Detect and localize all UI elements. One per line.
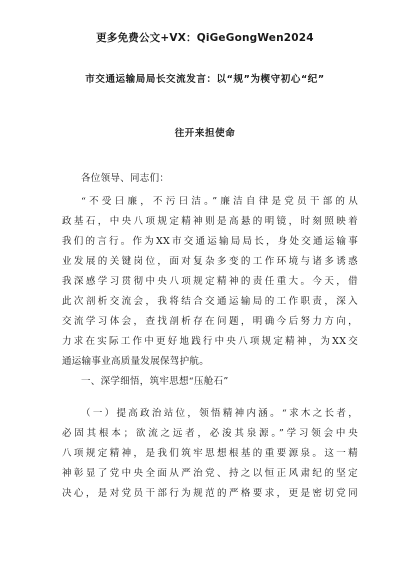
paragraph-line: 力求在实际工作中更好地践行中央八项规定精神，为XX交 [62, 336, 358, 347]
paragraph-line: 决心，是对党员干部行为规范的严格要求，更是密切党同 [62, 488, 358, 499]
page-header: 更多免费公文+VX：QiGeGongWen2024 [96, 32, 314, 44]
paragraph-line: 必固其根本；欲流之远者，必浚其泉源。”学习领会中央 [62, 428, 358, 439]
paragraph-1 [62, 192, 358, 372]
paragraph-line: 业发展的关键岗位，面对复杂多变的工作环境与诸多诱惑 [62, 256, 358, 267]
section-1-heading-block [62, 372, 358, 392]
paragraph-line: 神彰显了党中央全面从严治党、持之以恒正风肃纪的坚定 [62, 468, 358, 479]
document-title-line-2: 往开来担使命 [174, 128, 236, 139]
document-title-line-1: 市交通运输局局长交流发言：以“规”为楔守初心“纪” [85, 74, 325, 85]
paragraph-line: 我们的言行。作为XX市交通运输局局长，身处交通运输事 [62, 236, 358, 247]
paragraph-line: 政基石，中央八项规定精神则是高悬的明镜，时刻照映着 [62, 216, 358, 227]
paragraph-line: 通运输事业高质量发展保驾护航。 [62, 356, 210, 367]
paragraph-line: 我深感学习贯彻中央八项规定精神的责任重大。今天，借 [62, 276, 358, 287]
section-heading: 一、深学细悟，筑牢思想“压舱石” [81, 376, 229, 387]
salutation: 各位领导、同志们： [81, 173, 170, 184]
paragraph-line: 交流学习体会，查找剖析存在问题，明确今后努力方向， [62, 316, 358, 327]
paragraph-line: 此次剖析交流会，我将结合交通运输局的工作职责，深入 [62, 296, 358, 307]
paragraph-line: （一）提高政治站位，领悟精神内涵。“求木之长者， [81, 408, 358, 419]
paragraph-line: 八项规定精神，是我们筑牢思想根基的重要源泉。这一精 [62, 448, 358, 459]
paragraph-2 [62, 404, 358, 504]
paragraph-line: “不受曰廉，不污曰洁。”廉洁自律是党员干部的从 [81, 196, 358, 207]
